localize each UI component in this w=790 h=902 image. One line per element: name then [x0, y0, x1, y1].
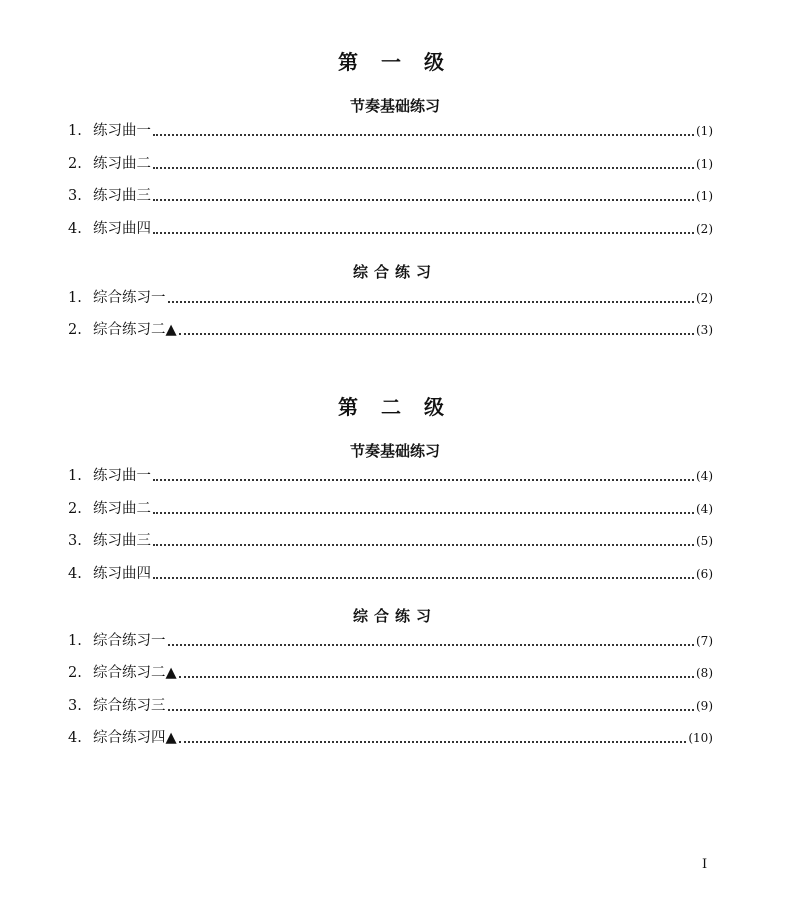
- entry-number: 2.: [68, 156, 82, 172]
- dot-leader: [168, 301, 695, 303]
- entry-page: (1): [696, 189, 713, 203]
- entry-number: 3.: [68, 188, 82, 204]
- section-title: 节奏基础练习: [349, 442, 440, 460]
- section-title: 综合练习: [352, 263, 437, 281]
- entry-number: 2.: [68, 501, 82, 517]
- dot-leader: [153, 199, 694, 201]
- entry-number: 1.: [68, 468, 82, 484]
- entry-number: 1.: [68, 633, 82, 649]
- entry-page: (3): [696, 323, 713, 337]
- dot-leader: [153, 544, 694, 546]
- entry-page: (4): [696, 502, 713, 516]
- entry-number: 2.: [68, 665, 82, 681]
- toc-entry[interactable]: [68, 496, 713, 518]
- entry-page: (8): [696, 666, 713, 680]
- dot-leader: [153, 479, 694, 481]
- entry-label: 练习曲四: [93, 221, 151, 237]
- toc-entry[interactable]: [68, 285, 713, 307]
- dot-leader: [168, 709, 695, 711]
- toc-entry[interactable]: [68, 463, 713, 485]
- entry-label: 练习曲四: [93, 566, 151, 582]
- entry-page: (5): [696, 534, 713, 548]
- dot-leader: [153, 167, 694, 169]
- toc-entry[interactable]: [68, 317, 713, 339]
- toc-entry[interactable]: [68, 725, 713, 747]
- level-title: 第 一 级: [338, 50, 452, 74]
- entry-label: 练习曲二: [93, 156, 151, 172]
- entry-page: (9): [696, 699, 713, 713]
- entry-number: 4.: [68, 221, 82, 237]
- toc-entry[interactable]: [68, 660, 713, 682]
- entry-number: 3.: [68, 698, 82, 714]
- entry-number: 4.: [68, 730, 82, 746]
- toc-entry[interactable]: [68, 151, 713, 173]
- entry-page: (2): [696, 222, 713, 236]
- entry-page: (10): [688, 731, 713, 745]
- entry-label: 综合练习四▲: [93, 730, 177, 746]
- entry-number: 1.: [68, 123, 82, 139]
- entry-number: 3.: [68, 533, 82, 549]
- dot-leader: [153, 512, 694, 514]
- toc-entry[interactable]: [68, 561, 713, 583]
- dot-leader: [179, 676, 694, 678]
- toc-entry[interactable]: [68, 628, 713, 650]
- entry-label: 综合练习二▲: [93, 322, 177, 338]
- section-title: 综合练习: [352, 607, 437, 625]
- toc-entry[interactable]: [68, 693, 713, 715]
- toc-entry[interactable]: [68, 118, 713, 140]
- dot-leader: [153, 577, 694, 579]
- dot-leader: [153, 232, 694, 234]
- entry-label: 练习曲三: [93, 533, 151, 549]
- dot-leader: [168, 644, 695, 646]
- entry-label: 练习曲一: [93, 123, 151, 139]
- entry-page: (7): [696, 634, 713, 648]
- entry-page: (1): [696, 157, 713, 171]
- entry-number: 4.: [68, 566, 82, 582]
- entry-label: 练习曲二: [93, 501, 151, 517]
- level-title: 第 二 级: [338, 395, 452, 419]
- entry-label: 练习曲一: [93, 468, 151, 484]
- entry-number: 1.: [68, 290, 82, 306]
- entry-label: 练习曲三: [93, 188, 151, 204]
- toc-entry[interactable]: [68, 216, 713, 238]
- dot-leader: [153, 134, 694, 136]
- entry-page: (1): [696, 124, 713, 138]
- entry-number: 2.: [68, 322, 82, 338]
- page-folio: I: [702, 857, 708, 872]
- entry-label: 综合练习二▲: [93, 665, 177, 681]
- toc-entry[interactable]: [68, 528, 713, 550]
- entry-label: 综合练习一: [93, 633, 166, 649]
- toc-entry[interactable]: [68, 183, 713, 205]
- entry-page: (6): [696, 567, 713, 581]
- dot-leader: [179, 333, 694, 335]
- entry-label: 综合练习一: [93, 290, 166, 306]
- dot-leader: [179, 741, 687, 743]
- entry-page: (4): [696, 469, 713, 483]
- entry-label: 综合练习三: [93, 698, 166, 714]
- entry-page: (2): [696, 291, 713, 305]
- section-title: 节奏基础练习: [349, 97, 440, 115]
